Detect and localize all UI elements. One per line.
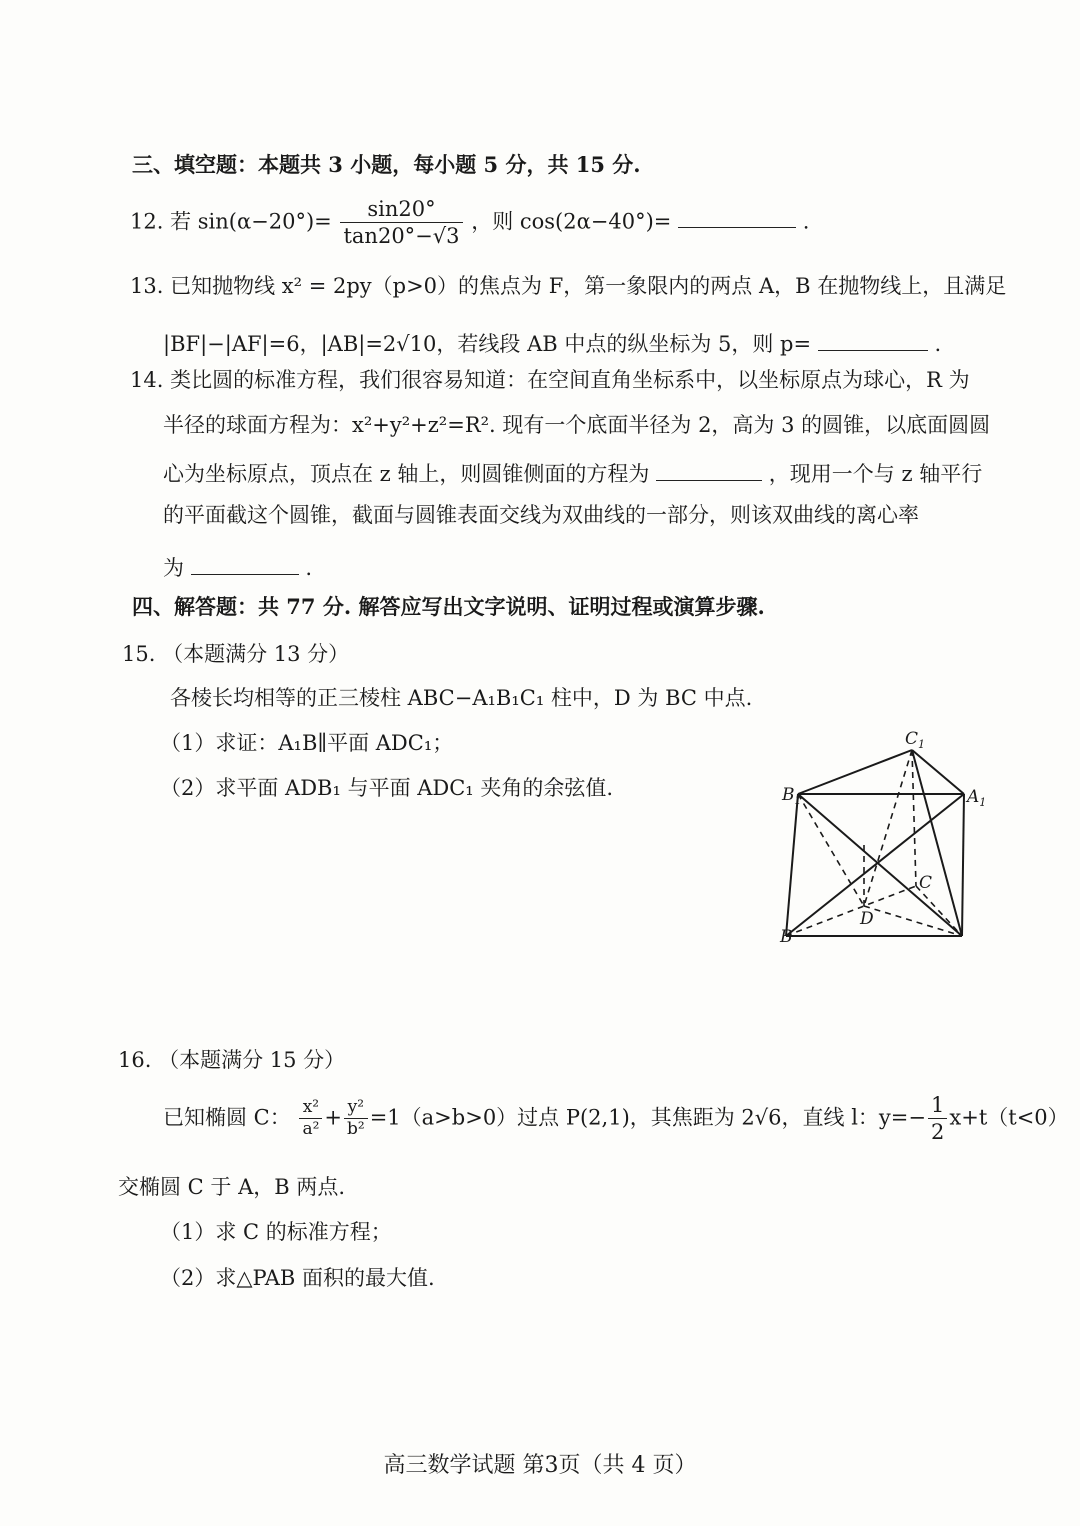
q12-end: .: [802, 209, 810, 234]
q12-fraction: [340, 196, 462, 250]
q16-plus: +: [324, 1105, 342, 1130]
question-16-part-1: （1）求 C 的标准方程；: [160, 1220, 392, 1244]
q16-half-fraction: [928, 1092, 947, 1146]
q12-fraction-denominator: tan20°−√3: [343, 224, 460, 249]
q16-number: 16.: [118, 1048, 152, 1072]
q16-mid: =1（a>b>0）过点 P(2,1)，其焦距为 2√6，直线 l：y=−: [369, 1105, 926, 1130]
q12-fraction-numerator: sin20°: [340, 196, 462, 223]
edge-b1-c1: [798, 750, 912, 794]
q16-tail: x+t（t<0）: [949, 1105, 1069, 1130]
q16-y-fraction-numerator: y²: [344, 1097, 368, 1119]
question-13-line-1: [130, 274, 1006, 299]
q12-answer-blank[interactable]: [678, 205, 796, 228]
edge-a1-a: [962, 794, 964, 936]
question-14-line-5: [163, 552, 312, 581]
q15-number: 15.: [122, 642, 156, 666]
section-4-title: 四、解答题：共 77 分. 解答应写出文字说明、证明过程或演算步骤.: [132, 594, 765, 619]
q13-number: 13.: [130, 274, 164, 298]
hidden-edge-b-c: [786, 886, 916, 936]
line-c1-a: [912, 750, 962, 936]
q12-number: 12.: [130, 209, 164, 234]
q13-text-1: 已知抛物线 x² = 2py（p>0）的焦点为 F，第一象限内的两点 A，B 在抛物线上，且满足: [170, 274, 1007, 298]
question-15-part-2: （2）求平面 ADB₁ 与平面 ADC₁ 夹角的余弦值.: [160, 776, 614, 800]
q14-number: 14.: [130, 368, 164, 392]
q16-x-fraction-numerator: x²: [299, 1097, 322, 1119]
question-14-line-2: 半径的球面方程为：x²+y²+z²=R². 现有一个底面半径为 2，高为 3 的圆锥，以底面圆圆: [163, 413, 991, 437]
question-15-part-1: （1）求证：A₁B∥平面 ADC₁；: [160, 731, 454, 755]
q13-text-2: |BF|−|AF|=6，|AB|=2√10，若线段 AB 中点的纵坐标为 5，则 p=: [163, 332, 812, 357]
label-b: B: [780, 927, 793, 947]
label-d: D: [860, 909, 874, 929]
question-14-line-1: [130, 368, 970, 393]
question-16-header: [118, 1048, 345, 1073]
q16-x-fraction-denominator: a²: [302, 1119, 320, 1140]
edge-c1-a1: [912, 750, 964, 794]
q14-text-1: 类比圆的标准方程，我们很容易知道：在空间直角坐标系中，以坐标原点为球心，R 为: [170, 368, 970, 392]
label-c: C: [919, 873, 933, 893]
q12-lhs: 若 sin(α−20°)=: [170, 209, 332, 234]
q16-y-fraction-denominator: b²: [347, 1119, 365, 1140]
hidden-edge-c1-c: [912, 750, 916, 886]
hidden-line-b1-d: [798, 794, 864, 906]
question-16-part-2: （2）求△PAB 面积的最大值.: [160, 1266, 435, 1290]
question-12: [130, 196, 809, 250]
edge-b1-b: [786, 794, 798, 936]
q16-half-numerator: 1: [928, 1092, 947, 1119]
question-15-header: [122, 642, 349, 667]
question-16-line-2: 交椭圆 C 于 A，B 两点.: [118, 1175, 346, 1199]
q14-text-3b: ，现用一个与 z 轴平行: [768, 462, 983, 487]
question-14-line-3: [163, 458, 982, 487]
q14-end: .: [305, 556, 313, 581]
label-c1: $C_1$: [905, 729, 926, 751]
q16-half-denominator: 2: [931, 1120, 945, 1145]
q12-rhs: ，则 cos(2α−40°)=: [471, 209, 672, 234]
label-b1: $B_1$: [782, 785, 802, 807]
q14-text-3a: 心为坐标原点，顶点在 z 轴上，则圆锥侧面的方程为: [163, 462, 650, 487]
q16-x-fraction: [299, 1097, 322, 1141]
q14-text-5: 为: [163, 556, 184, 581]
q14-cone-equation-blank[interactable]: [656, 458, 762, 481]
question-13-line-2: [163, 328, 941, 357]
page-footer: 高三数学试题 第3页（共 4 页）: [383, 1453, 697, 1478]
section-3-title: 三、填空题：本题共 3 小题，每小题 5 分，共 15 分.: [132, 152, 641, 177]
q16-points: （本题满分 15 分）: [158, 1048, 346, 1072]
q14-eccentricity-blank[interactable]: [191, 552, 299, 575]
q16-y-fraction: [344, 1097, 368, 1141]
question-15-stem: 各棱长均相等的正三棱柱 ABC−A₁B₁C₁ 柱中，D 为 BC 中点.: [170, 686, 753, 710]
q15-points: （本题满分 13 分）: [162, 642, 350, 666]
label-a1: $A_1$: [967, 787, 987, 809]
q16-pre: 已知椭圆 C：: [163, 1105, 291, 1130]
question-16-stem: [163, 1092, 1069, 1146]
q13-answer-blank[interactable]: [818, 328, 928, 351]
hidden-line-c1-d: [864, 750, 912, 906]
prism-figure: [778, 728, 988, 953]
q13-end: .: [934, 332, 942, 357]
question-14-line-4: 的平面截这个圆锥，截面与圆锥表面交线为双曲线的一部分，则该双曲线的离心率: [163, 503, 919, 527]
